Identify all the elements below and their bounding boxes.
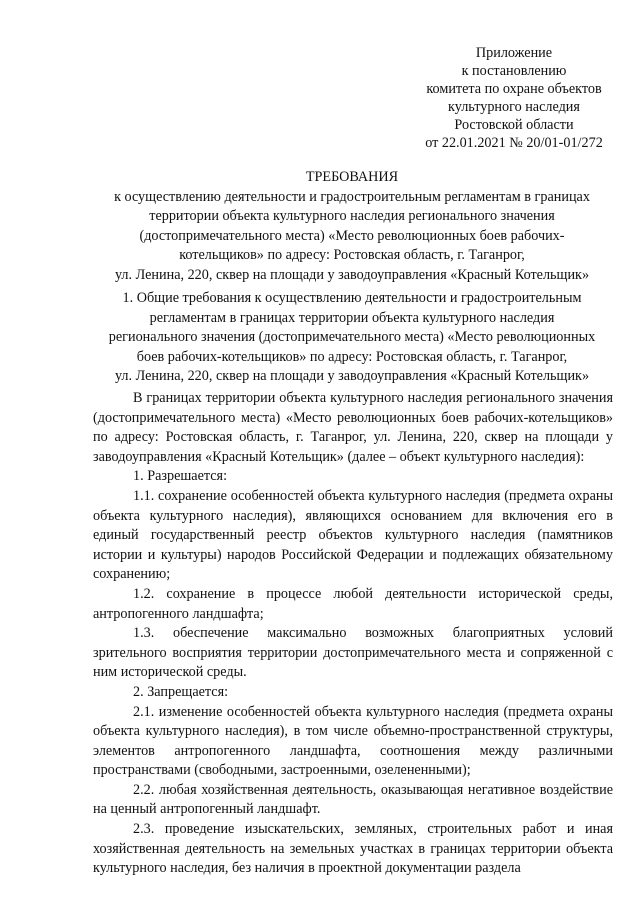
allowed-item-1-3: 1.3. обеспечение максимально возможных благоприятных условий зрительного восприятия территории достопримечательного места и сопряженной с ним исторической среды. bbox=[93, 625, 613, 681]
section-heading-line: регламентам в границах территории объекта культурного наследия bbox=[149, 309, 555, 326]
title-heading: ТРЕБОВАНИЯ bbox=[305, 169, 399, 185]
header-line-date-number: от 22.01.2021 № 20/01-01/272 bbox=[425, 135, 603, 151]
forbidden-item-2-3: 2.3. проведение изыскательских, земляных, строительных работ и иная хозяйственная деятельность на земельных участках в границах территории объекта культурного наследия, без наличия в проектной документации раздела bbox=[93, 821, 613, 877]
section-heading-line: 1. Общие требования к осуществлению деятельности и градостроительным bbox=[122, 290, 582, 306]
allowed-heading: 1. Разрешается: bbox=[133, 468, 228, 485]
title-line: (достопримечательного места) «Место революционных боев рабочих- bbox=[139, 227, 565, 244]
forbidden-item-2-2: 2.2. любая хозяйственная деятельность, оказывающая негативное воздействие на ценный антропогенный ландшафт. bbox=[93, 781, 613, 818]
section-heading-line: боев рабочих-котельщиков» по адресу: Ростовская область, г. Таганрог, bbox=[136, 348, 568, 365]
document-body bbox=[93, 389, 613, 879]
title-line: ул. Ленина, 220, сквер на площади у заводоуправления «Красный Котельщик» bbox=[114, 266, 590, 283]
header-line-resolution: к постановлению bbox=[461, 63, 567, 79]
allowed-item-1-2: 1.2. сохранение в процессе любой деятельности исторической среды, антропогенного ландшафта; bbox=[93, 585, 613, 622]
header-line-appendix: Приложение bbox=[475, 45, 553, 61]
title-line: территории объекта культурного наследия регионального значения bbox=[149, 208, 555, 225]
allowed-item-1-1: 1.1. сохранение особенностей объекта культурного наследия (предмета охраны объекта культурного наследия), являющихся основанием для включения его в единый государственный реестр объектов культурного наследия (памятников истории и культуры) народов Российской Федерации и подлежащих обязательному сохранению; bbox=[93, 487, 613, 583]
title-line: к осуществлению деятельности и градостроительным регламентам в границах bbox=[114, 188, 590, 205]
section-1-heading bbox=[60, 289, 640, 387]
title-line: котельщиков» по адресу: Ростовская область, г. Таганрог, bbox=[179, 247, 525, 264]
header-line-region: Ростовской области bbox=[454, 117, 574, 133]
section-heading-line: ул. Ленина, 220, сквер на площади у заводоуправления «Красный Котельщик» bbox=[114, 368, 590, 385]
section-heading-line: регионального значения (достопримечательного места) «Место революционных bbox=[108, 329, 596, 346]
header-line-heritage: культурного наследия bbox=[448, 99, 580, 115]
document-title bbox=[60, 168, 640, 286]
approval-header bbox=[400, 44, 628, 152]
forbidden-item-2-1: 2.1. изменение особенностей объекта культурного наследия (предмета охраны объекта культурного наследия), в том числе объемно-пространственной структуры, элементов антропогенного ландшафта, соотношения между различными пространствами (свободными, застроенными, озелененными); bbox=[93, 703, 613, 779]
forbidden-heading: 2. Запрещается: bbox=[133, 683, 229, 700]
intro-paragraph: В границах территории объекта культурного наследия регионального значения (достопримечательного места) «Место революционных боев рабочих-котельщиков» по адресу: Ростовская область, г. Таганрог, ул. Ленина, 220, сквер на площади у заводоуправления «Красный Котельщик» (далее – объект культурного наследия): bbox=[93, 390, 613, 465]
header-line-committee: комитета по охране объектов bbox=[426, 81, 602, 97]
